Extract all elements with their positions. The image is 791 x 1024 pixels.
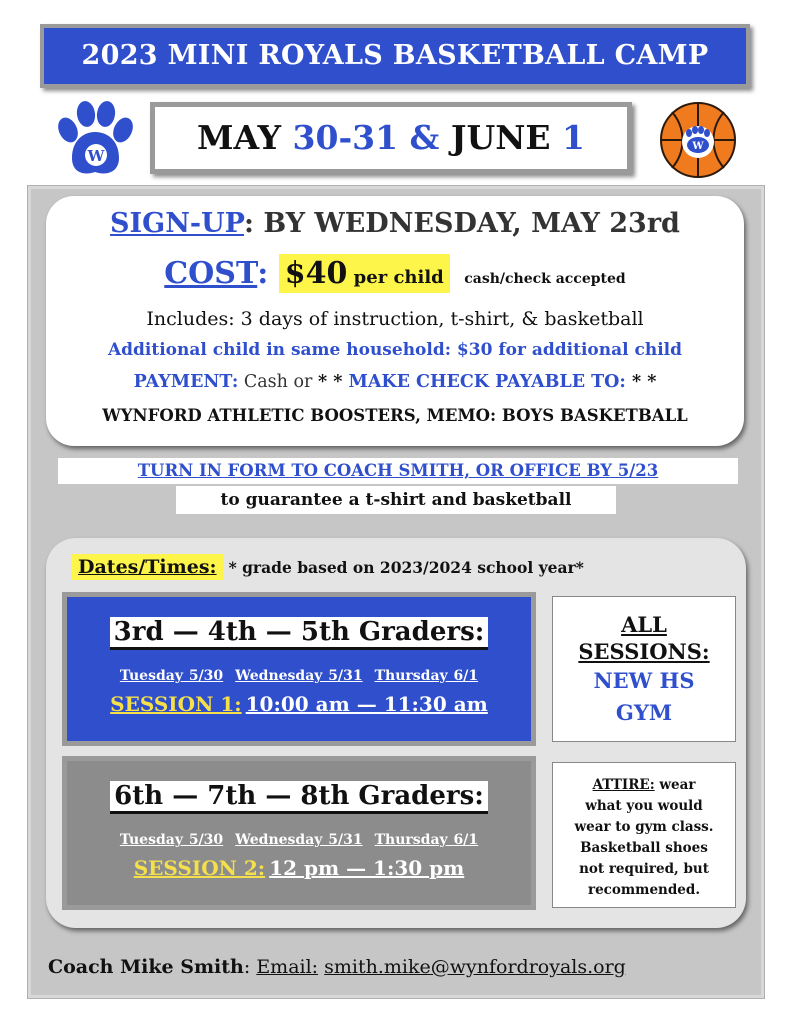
camp-title: 2023 MINI ROYALS BASKETBALL CAMP — [81, 40, 709, 71]
coach-name: Coach Mike Smith — [48, 956, 244, 978]
turn-in-line — [58, 458, 738, 484]
attire-text: Basketball shoes — [580, 840, 708, 856]
schedule-header — [72, 550, 584, 584]
dates-may-days: 30-31 & — [292, 118, 451, 157]
stars-left: * * — [317, 372, 349, 392]
session-2-label: SESSION 2: — [133, 856, 266, 880]
payment-cash: Cash or — [238, 372, 318, 392]
session-1-day: Wednesday 5/31 — [235, 668, 363, 684]
attire-text: wear to gym class. — [574, 819, 714, 835]
email-link[interactable]: smith.mike@wynfordroyals.org — [324, 956, 626, 978]
ball-letter: W — [692, 141, 704, 152]
session-1-day: Tuesday 5/30 — [119, 668, 224, 684]
dates-month-june: JUNE — [450, 118, 563, 157]
all-sessions-label: ALL — [621, 612, 667, 637]
signup-line — [46, 208, 744, 239]
session-2-day: Wednesday 5/31 — [235, 832, 363, 848]
session-2-day: Tuesday 5/30 — [119, 832, 224, 848]
session-1-grades: 3rd — 4th — 5th Graders: — [110, 617, 489, 650]
cost-line — [46, 256, 744, 291]
dates-month-may: MAY — [196, 118, 293, 157]
footer-colon: : — [243, 956, 257, 978]
dates-times-label: Dates/Times: — [72, 554, 223, 580]
attire-box — [552, 762, 736, 908]
grade-note: * grade based on 2023/2024 school year* — [228, 558, 584, 577]
location-text: GYM — [615, 700, 673, 725]
signup-deadline: : BY WEDNESDAY, MAY 23rd — [244, 208, 680, 239]
session-1-time-line — [67, 692, 531, 716]
attire-text: not required, but — [579, 861, 709, 877]
camp-dates — [150, 102, 632, 174]
session-1-day: Thursday 6/1 — [374, 668, 479, 684]
session-2-day: Thursday 6/1 — [374, 832, 479, 848]
attire-text: what you would — [585, 798, 703, 814]
attire-text: recommended. — [587, 882, 701, 898]
payment-line — [46, 372, 744, 392]
guarantee-line: to guarantee a t-shirt and basketball — [176, 486, 616, 514]
basketball-logo-icon — [658, 100, 738, 180]
session-2-days — [67, 832, 531, 848]
price: $40 — [284, 256, 348, 291]
signup-card — [46, 196, 744, 446]
additional-child-line: Additional child in same household: $30 for additional child — [107, 340, 683, 360]
payee-line: WYNFORD ATHLETIC BOOSTERS, MEMO: BOYS BASKETBALL — [102, 406, 688, 425]
dates-june-day: 1 — [562, 118, 586, 157]
title-banner — [40, 24, 750, 88]
session-2-box — [62, 756, 536, 910]
session-2-grades: 6th — 7th — 8th Graders: — [110, 781, 488, 814]
session-1-time: 10:00 am — 11:30 am — [245, 692, 488, 716]
location-box — [552, 596, 736, 742]
paw-logo-icon — [52, 100, 136, 178]
cost-label: COST — [164, 256, 258, 291]
price-highlight — [279, 254, 450, 293]
make-check-label: MAKE CHECK PAYABLE TO: — [348, 372, 626, 392]
turn-in-text: TURN IN FORM TO COACH SMITH, OR OFFICE BY 5/23 — [137, 461, 659, 480]
session-2-time-line — [67, 856, 531, 880]
stars-right: * * — [625, 372, 657, 392]
session-1-days — [67, 668, 531, 684]
payment-label: PAYMENT: — [133, 372, 239, 392]
attire-label: ATTIRE: — [592, 777, 655, 793]
cost-colon: : — [257, 256, 269, 291]
location-text: NEW HS — [593, 668, 695, 693]
contact-footer — [48, 950, 748, 984]
session-1-box — [62, 592, 536, 746]
attire-line — [553, 775, 735, 796]
session-2-time: 12 pm — 1:30 pm — [269, 856, 465, 880]
includes-line: Includes: 3 days of instruction, t-shirt, & basketball — [146, 308, 644, 330]
session-1-label: SESSION 1: — [110, 692, 242, 716]
paw-letter: W — [87, 147, 105, 165]
all-sessions-label: SESSIONS: — [578, 639, 710, 664]
email-label: Email: — [256, 956, 319, 978]
attire-text: wear — [654, 777, 696, 793]
payment-accepted: cash/check accepted — [464, 271, 626, 287]
signup-label: SIGN-UP — [110, 208, 245, 239]
per-child: per child — [347, 267, 444, 288]
